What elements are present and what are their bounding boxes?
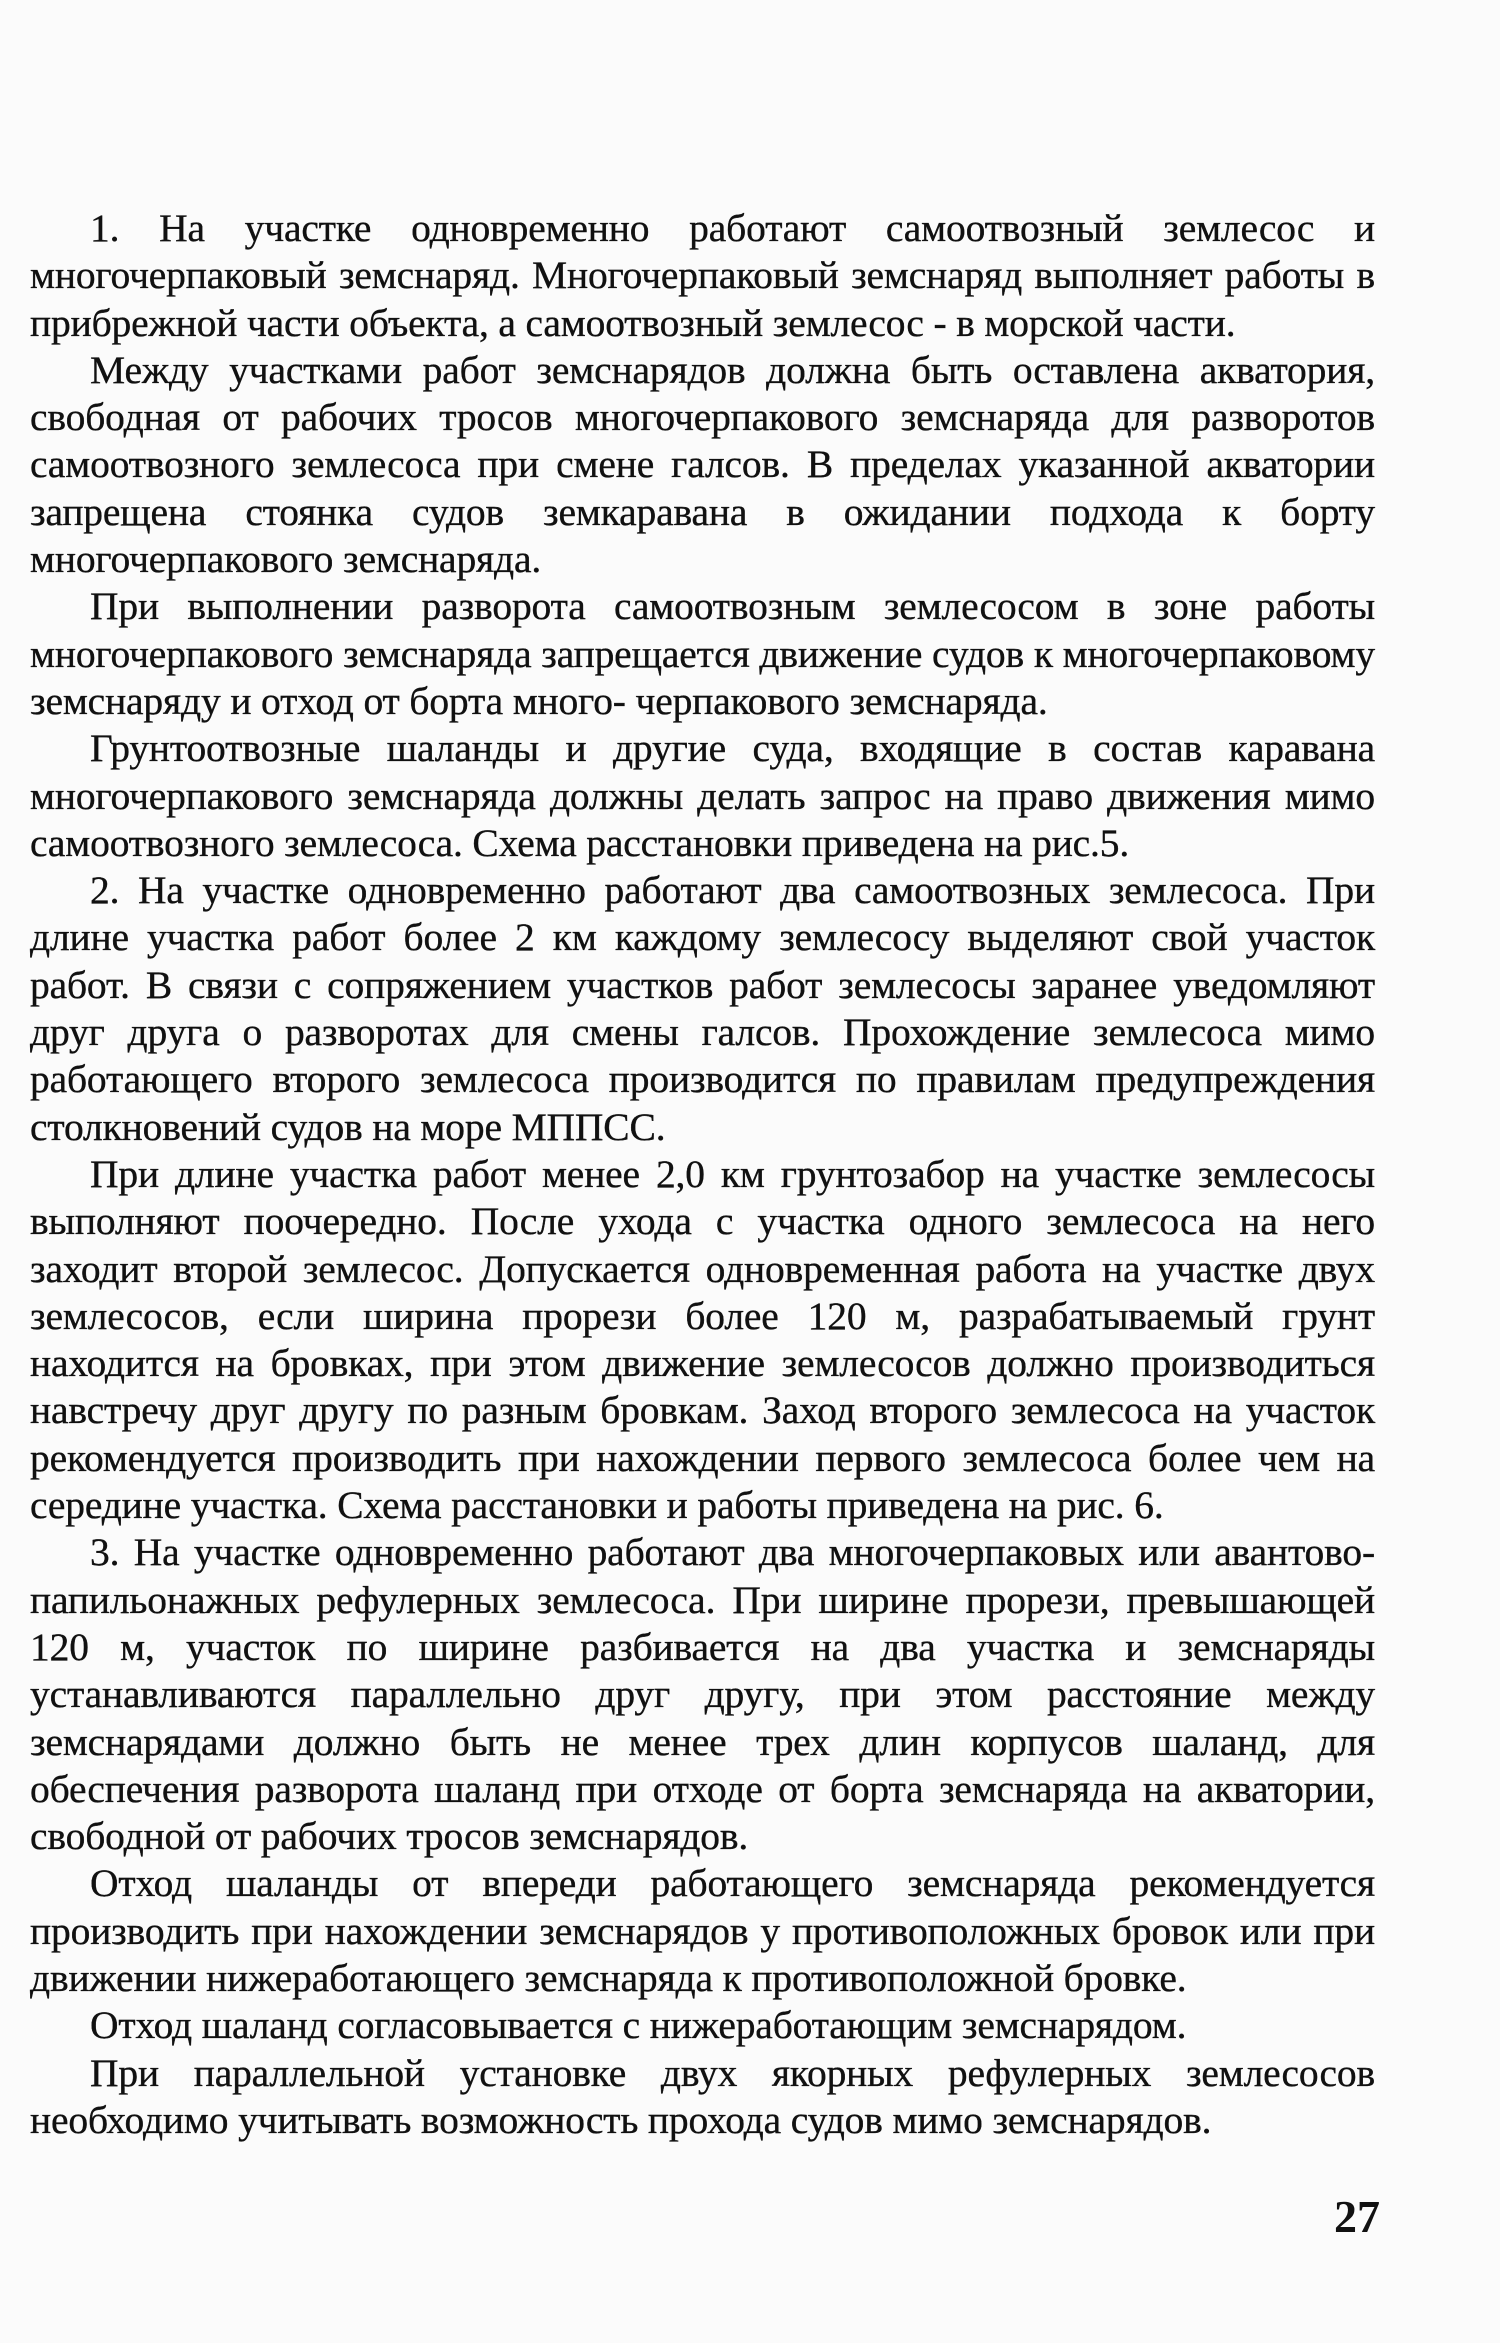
paragraph-9: Отход шаланд согласовывается с нижеработающим земснарядом.	[90, 2003, 1187, 2048]
paragraph-5: 2. На участке одновременно работают два самоотвозных землесоса. При длине участка работ более 2 км каждому землесосу выделяют свой участок работ. В связи с сопряжением участков работ землесосы заранее уведомляют друг друга о разворотах для смены галсов. Прохождение землесоса мимо работающего второго землесоса производится по правилам предупреждения столкновений судов на море МППСС.	[30, 868, 1375, 1149]
paragraph-7: 3. На участке одновременно работают два многочерпаковых или авантово- папильонажных рефулерных землесоса. При ширине прорези, превышающей 120 м, участок по ширине разбивается на два участка и земснаряды устанавливаются параллельно друг другу, при этом расстояние между земснарядами должно быть не менее трех длин корпусов шаланд, для обеспечения разворота шаланд при отходе от борта земснаряда на акватории, свободной от рабочих тросов земснарядов.	[30, 1530, 1375, 1859]
paragraph-4: Грунтоотвозные шаланды и другие суда, входящие в состав каравана многочерпакового земснаряда должны делать запрос на право движения мимо самоотвозного землесоса. Схема расстановки приведена на рис.5.	[30, 726, 1375, 865]
paragraph-3: При выполнении разворота самоотвозным землесосом в зоне работы многочерпакового земснаряда запрещается движение судов к многочерпаковому земснаряду и отход от борта много- черпакового земснаряда.	[30, 584, 1375, 723]
paragraph-10: При параллельной установке двух якорных рефулерных землесосов необходимо учитывать возможность прохода судов мимо земснарядов.	[30, 2050, 1375, 2142]
page-number: 27	[1334, 2191, 1380, 2242]
paragraph-8: Отход шаланды от впереди работающего земснаряда рекомендуется производить при нахождении земснарядов у противоположных бровок или при движении нижеработающего земснаряда к противоположной бровке.	[30, 1861, 1375, 2000]
paragraph-2: Между участками работ земснарядов должна быть оставлена акватория, свободная от рабочих тросов многочерпакового земснаряда для разворотов самоотвозного землесоса при смене галсов. В пределах указанной акватории запрещена стоянка судов земкаравана в ожидании подхода к борту многочерпакового земснаряда.	[30, 347, 1375, 582]
body-text	[30, 205, 1375, 2144]
paragraph-6: При длине участка работ менее 2,0 км грунтозабор на участке землесосы выполняют поочередно. После ухода с участка одного землесоса на него заходит второй землесос. Допускается одновременная работа на участке двух землесосов, если ширина прорези более 120 м, разрабатываемый грунт находится на бровках, при этом движение землесосов должно производиться навстречу друг другу по разным бровкам. Заход второго землесоса на участок рекомендуется производить при нахождении первого землесоса более чем на середине участка. Схема расстановки и работы приведена на рис. 6.	[30, 1151, 1375, 1528]
paragraph-1: 1. На участке одновременно работают самоотвозный землесос и многочерпаковый земснаряд. Многочерпаковый земснаряд выполняет работы в прибрежной части объекта, а самоотвозный землесос - в морской части.	[30, 206, 1375, 345]
